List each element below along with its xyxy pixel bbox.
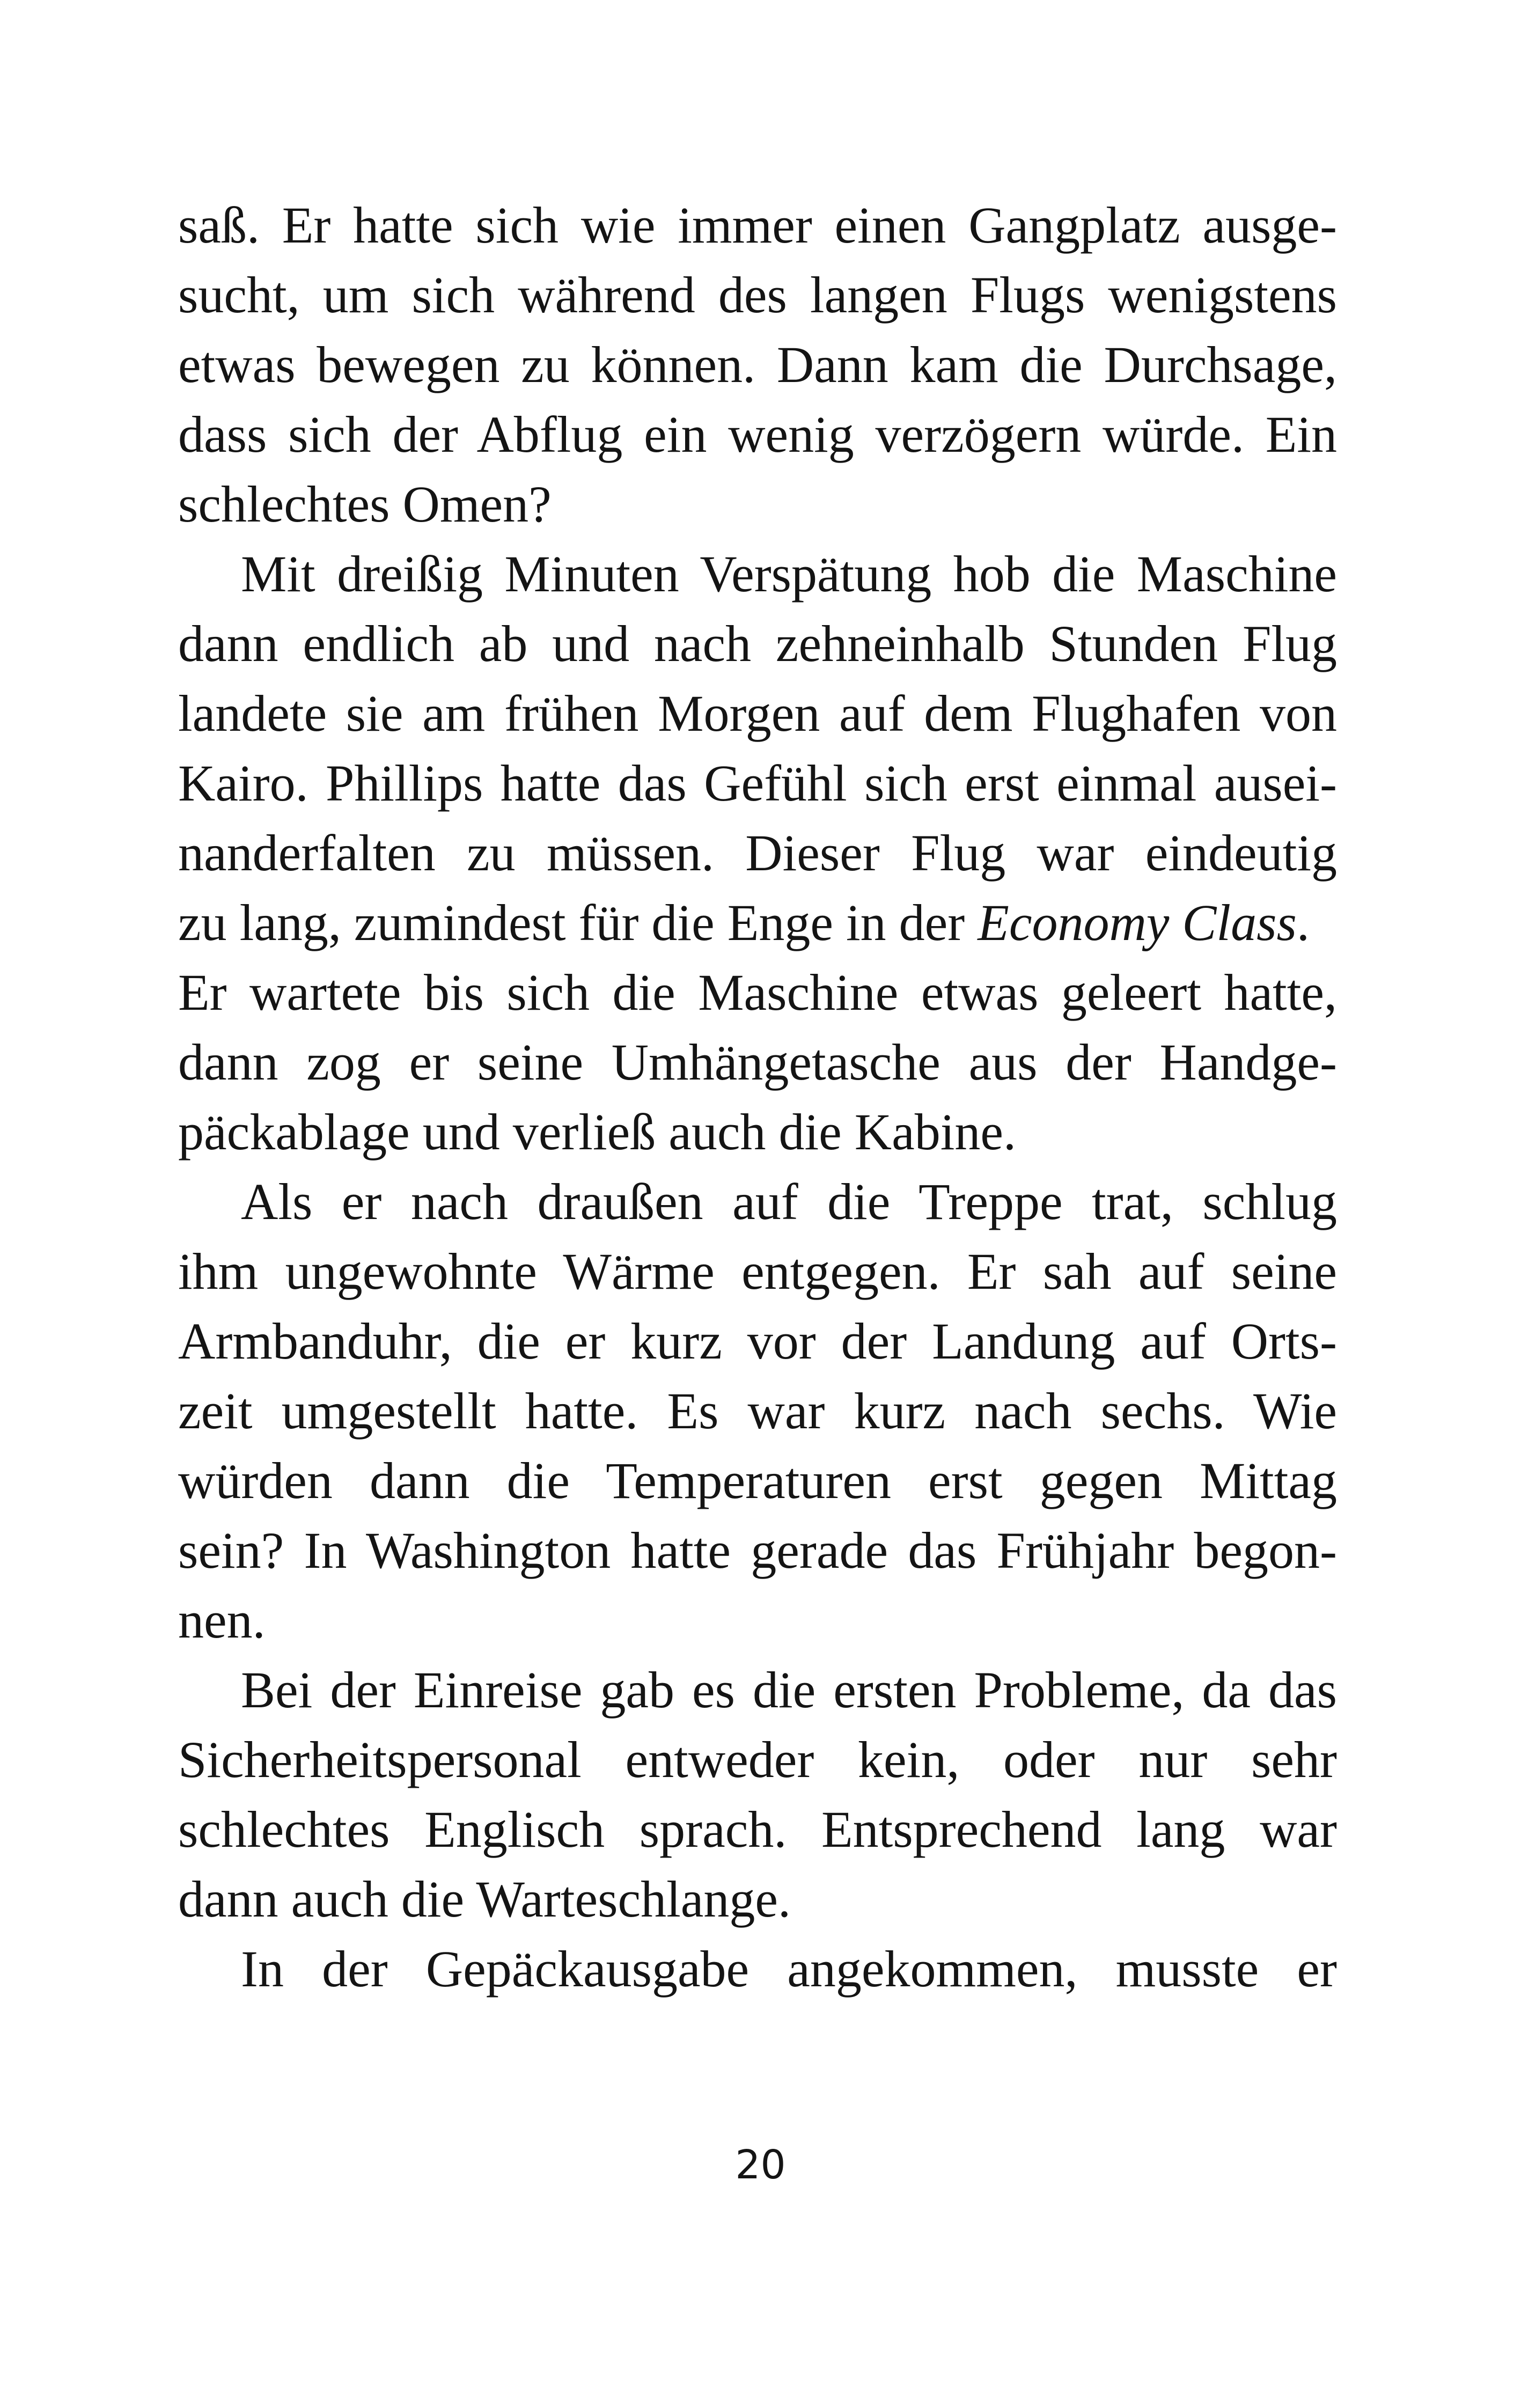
text-line: nanderfalten zu müssen. Dieser Flug war eindeutig bbox=[178, 824, 1337, 882]
text-line: landete sie am frühen Morgen auf dem Flughafen von bbox=[178, 685, 1337, 742]
text-line: etwas bewegen zu können. Dann kam die Durchsage, bbox=[178, 336, 1337, 393]
text-line: päckablage und verließ auch die Kabine. bbox=[178, 1103, 1016, 1161]
text-line: schlechtes Englisch sprach. Entsprechend lang war bbox=[178, 1801, 1337, 1858]
text-line: Mit dreißig Minuten Verspätung hob die Maschine bbox=[241, 545, 1337, 603]
page-number: 20 bbox=[735, 2142, 786, 2188]
text-line: würden dann die Temperaturen erst gegen Mittag bbox=[178, 1452, 1337, 1509]
text-line: dass sich der Abflug ein wenig verzögern würde. Ein bbox=[178, 406, 1337, 463]
text-line: ihm ungewohnte Wärme entgegen. Er sah auf seine bbox=[178, 1243, 1337, 1300]
text-line: sein? In Washington hatte gerade das Frühjahr begon- bbox=[178, 1522, 1337, 1579]
text-line: Sicherheitspersonal entweder kein, oder nur sehr bbox=[178, 1731, 1337, 1788]
text-line: Er wartete bis sich die Maschine etwas geleert hatte, bbox=[178, 964, 1337, 1021]
text-line: Bei der Einreise gab es die ersten Probleme, da das bbox=[241, 1661, 1337, 1719]
text-line: dann endlich ab und nach zehneinhalb Stunden Flug bbox=[178, 615, 1337, 672]
text-line: Als er nach draußen auf die Treppe trat, schlug bbox=[241, 1173, 1337, 1230]
book-page-text bbox=[178, 190, 1337, 2004]
text-line bbox=[178, 888, 1337, 958]
text-line: sucht, um sich während des langen Flugs wenigstens bbox=[178, 266, 1337, 324]
text-line: zeit umgestellt hatte. Es war kurz nach sechs. Wie bbox=[178, 1382, 1337, 1440]
text-segment: zu lang, zumindest für die Enge in der bbox=[178, 894, 978, 951]
text-line: schlechtes Omen? bbox=[178, 475, 552, 533]
text-line: Kairo. Phillips hatte das Gefühl sich erst einmal ausei- bbox=[178, 754, 1337, 812]
italic-phrase: Economy Class bbox=[978, 894, 1297, 951]
text-segment: . bbox=[1296, 894, 1310, 951]
text-line: nen. bbox=[178, 1591, 266, 1649]
text-line: Armbanduhr, die er kurz vor der Landung auf Orts- bbox=[178, 1312, 1337, 1370]
text-line: saß. Er hatte sich wie immer einen Gangplatz ausge- bbox=[178, 196, 1337, 254]
text-line: In der Gepäckausgabe angekommen, musste er bbox=[241, 1940, 1337, 1998]
text-line: dann zog er seine Umhängetasche aus der Handge- bbox=[178, 1033, 1337, 1091]
text-line: dann auch die Warteschlange. bbox=[178, 1870, 791, 1928]
